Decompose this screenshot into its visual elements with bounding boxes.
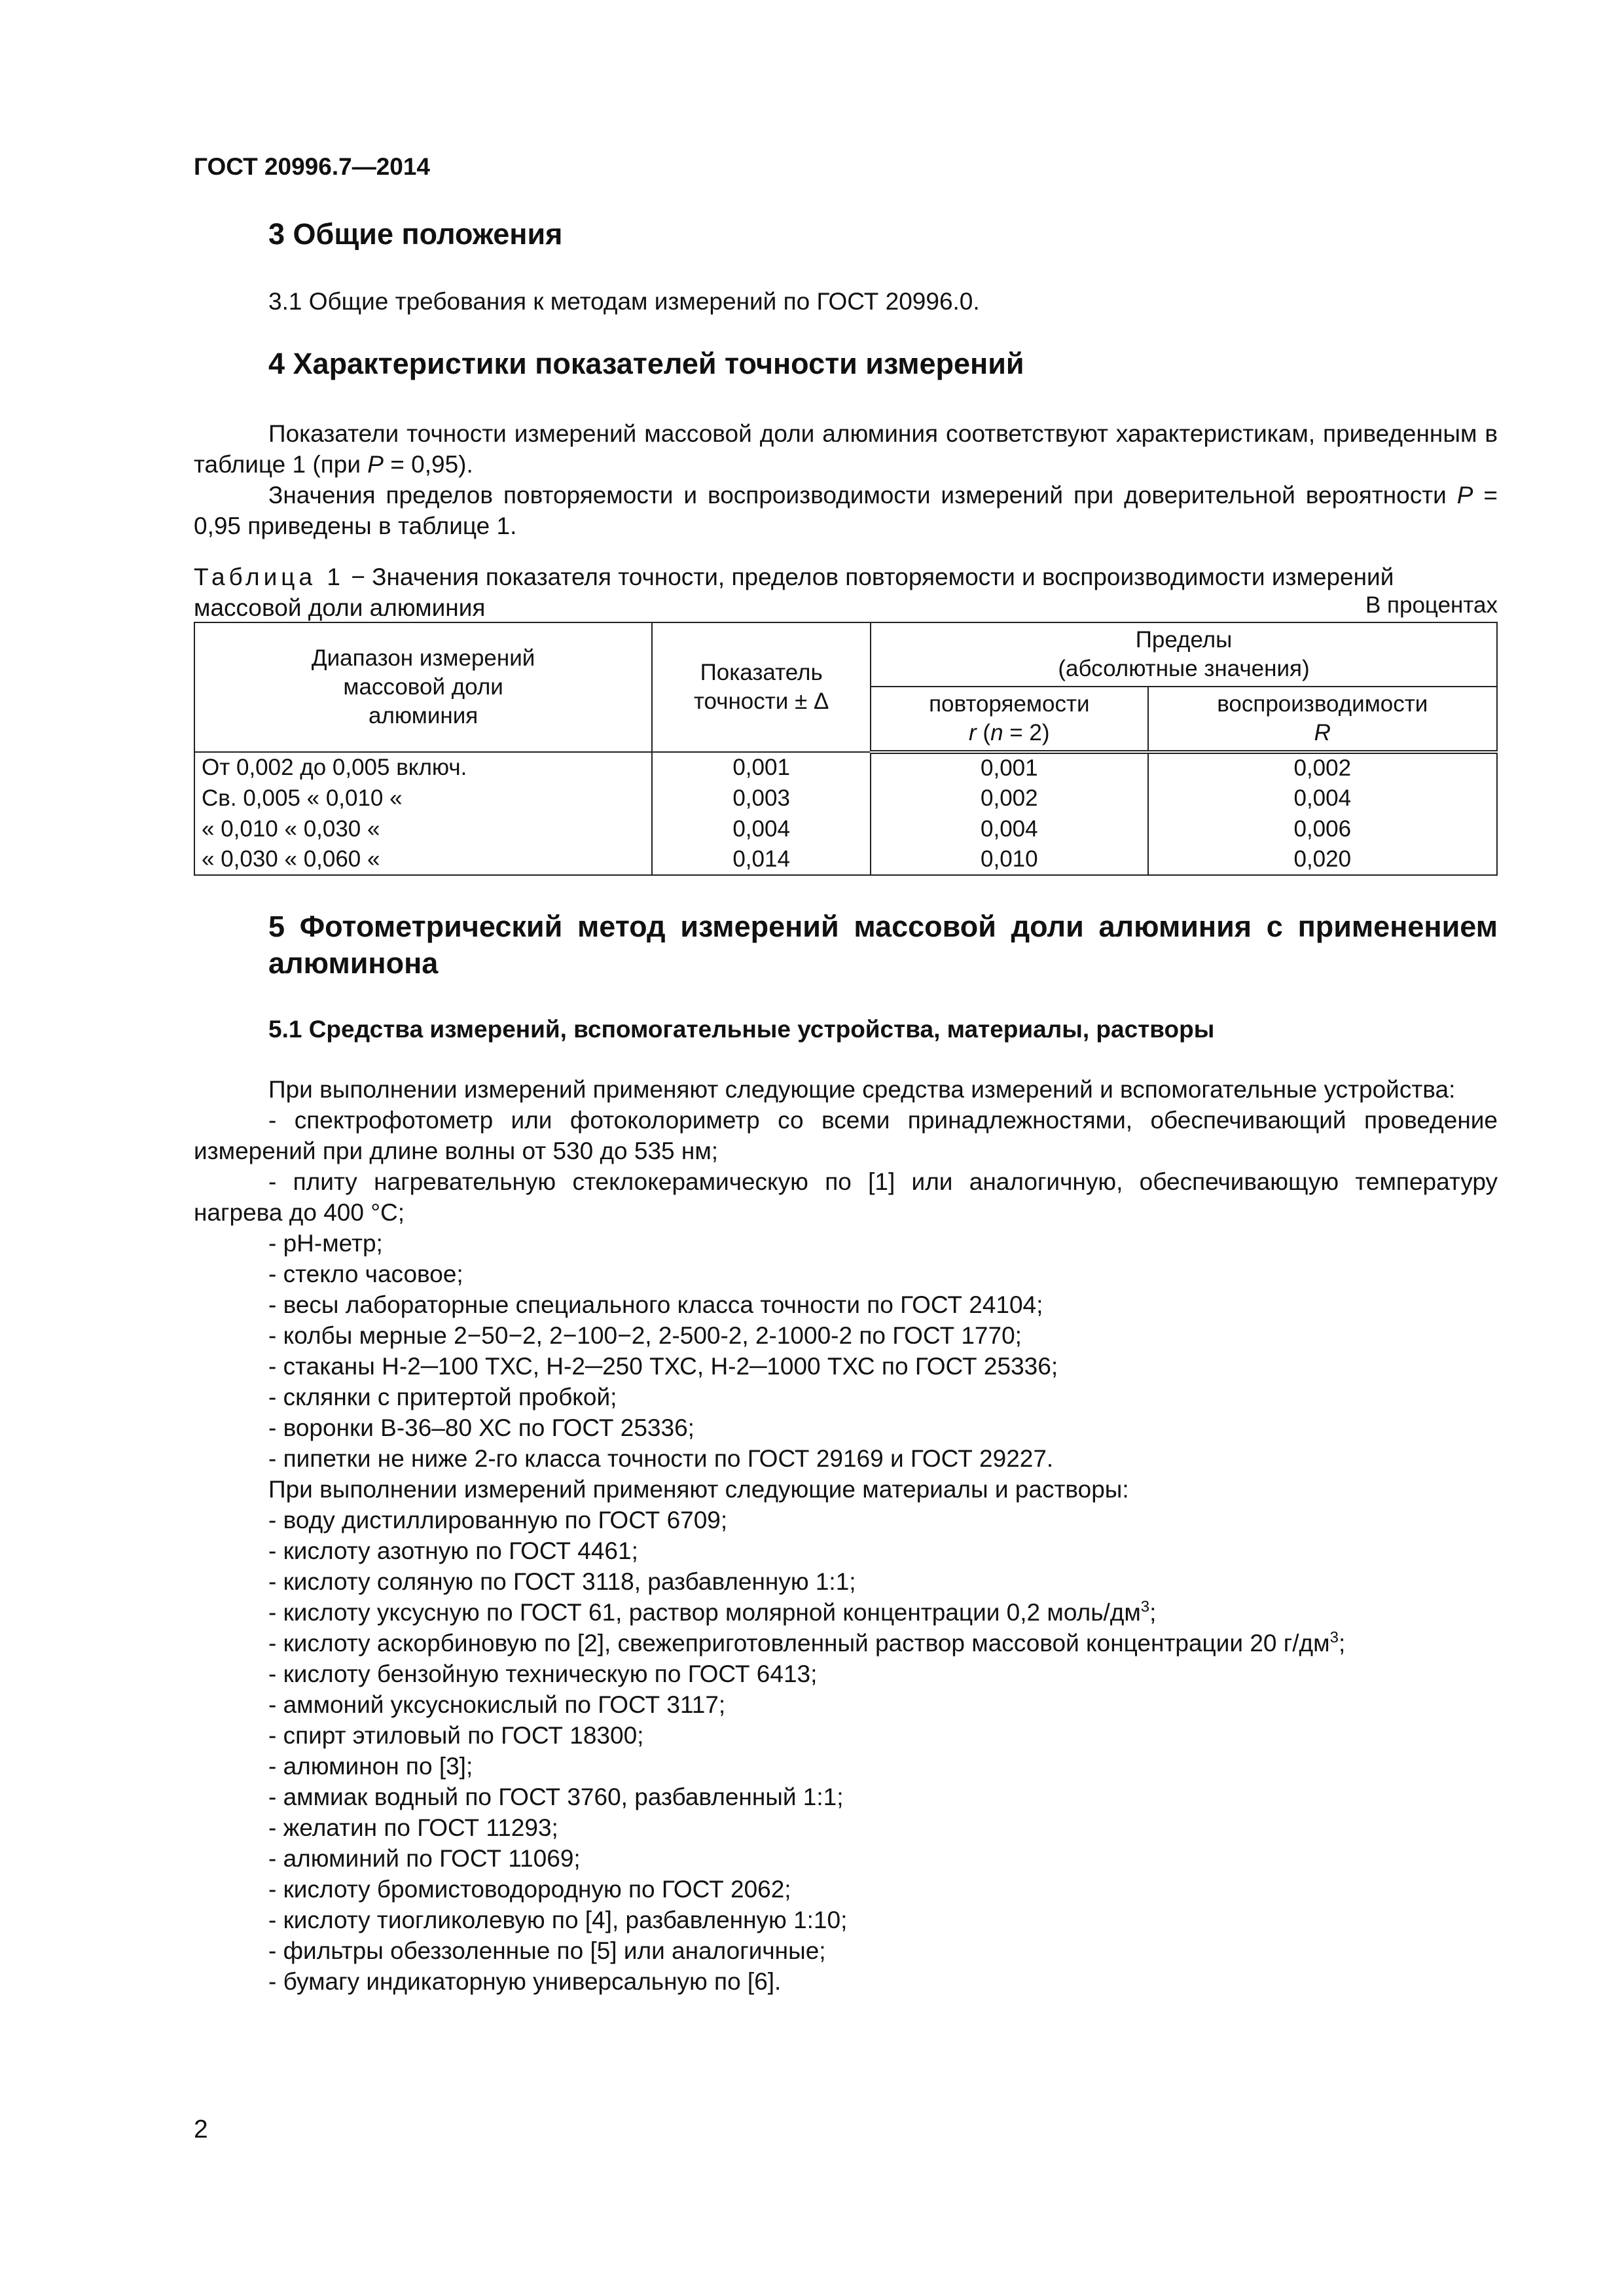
list-item: - пипетки не ниже 2-го класса точности по ГОСТ 29169 и ГОСТ 29227. (268, 1445, 1054, 1472)
list-intro: При выполнении измерений применяют следующие средства измерений и вспомогательные устройства: (268, 1076, 1456, 1103)
table-row (194, 783, 1497, 814)
cell-reproducibility: 0,020 (1148, 844, 1497, 875)
list-item: - стекло часовое; (268, 1261, 463, 1287)
list-item: - колбы мерные 2−50−2, 2−100−2, 2-500-2, 2-1000-2 по ГОСТ 1770; (268, 1322, 1022, 1349)
cell-repeatability: 0,002 (871, 783, 1148, 814)
list-item: - кислоту бромистоводородную по ГОСТ 2062; (268, 1876, 791, 1903)
section-4-title: 4 Характеристики показателей точности измерений (268, 347, 1024, 380)
cell-range: Св. 0,005 « 0,010 « (194, 783, 652, 814)
section-4-paragraph-1: Показатели точности измерений массовой доли алюминия соответствуют характеристикам, приведенным в таблице 1 (при P = 0,95). (194, 420, 1498, 478)
cell-repeatability: 0,001 (871, 752, 1148, 783)
materials-intro: При выполнении измерений применяют следующие материалы и растворы: (268, 1476, 1129, 1503)
cell-reproducibility: 0,006 (1148, 814, 1497, 844)
header-reproducibility: воспроизводимости R (1148, 687, 1497, 752)
header-accuracy: Показатель точности ± Δ (652, 622, 871, 752)
section-4-paragraph-2: Значения пределов повторяемости и воспроизводимости измерений при доверительной вероятности P = 0,95 приведены в таблице 1. (194, 482, 1498, 539)
list-item: - весы лабораторные специального класса точности по ГОСТ 24104; (268, 1291, 1043, 1318)
list-item: - кислоту уксусную по ГОСТ 61, раствор молярной концентрации 0,2 моль/$дм^3$; (268, 1598, 1157, 1626)
list-item: - кислоту аскорбиновую по [2], свежеприготовленный раствор массовой концентрации 20 $г/дм^3$; (268, 1628, 1346, 1657)
list-item: - воронки В-36–80 ХС по ГОСТ 25336; (268, 1414, 695, 1441)
table-row (194, 814, 1497, 844)
list-item: - фильтры обеззоленные по [5] или аналогичные; (268, 1937, 826, 1964)
document-header: ГОСТ 20996.7—2014 (194, 153, 431, 180)
section-3-paragraph: 3.1 Общие требования к методам измерений по ГОСТ 20996.0. (268, 288, 980, 315)
table-caption: Таблица 1 − Значения показателя точности, пределов повторяемости и воспроизводимости измерений массовой доли алюминия (194, 564, 1394, 621)
accuracy-table (194, 622, 1498, 876)
list-item: - плиту нагревательную стеклокерамическую по [1] или аналогичную, обеспечивающую температуру нагрева до 400 °С; (194, 1168, 1498, 1226)
cell-range: « 0,010 « 0,030 « (194, 814, 652, 844)
cell-accuracy: 0,014 (652, 844, 871, 875)
list-item: - аммоний уксуснокислый по ГОСТ 3117; (268, 1691, 726, 1718)
section-5-title: 5 Фотометрический метод измерений массовой доли алюминия с применением алюминона (268, 910, 1498, 980)
list-item: - воду дистиллированную по ГОСТ 6709; (268, 1507, 728, 1534)
list-item: - спирт этиловый по ГОСТ 18300; (268, 1722, 644, 1749)
header-repeatability: повторяемости r (n = 2) (871, 687, 1148, 752)
list-item: - склянки с притертой пробкой; (268, 1384, 617, 1410)
list-item: - кислоту соляную по ГОСТ 3118, разбавленную 1:1; (268, 1568, 856, 1595)
list-item: - кислоту тиогликолевую по [4], разбавленную 1:10; (268, 1907, 848, 1933)
header-range: Диапазон измерений массовой доли алюминия (194, 622, 652, 752)
equipment-list (194, 1074, 1498, 1997)
table-row (194, 844, 1497, 875)
section-3-title: 3 Общие положения (268, 217, 563, 251)
list-item: - кислоту азотную по ГОСТ 4461; (268, 1537, 638, 1564)
list-item: - аммиак водный по ГОСТ 3760, разбавленный 1:1; (268, 1784, 844, 1810)
list-item: - алюминий по ГОСТ 11069; (268, 1845, 581, 1872)
list-item: - стаканы Н-2─100 ТХС, Н-2─250 ТХС, Н-2─1000 ТХС по ГОСТ 25336; (268, 1353, 1058, 1380)
list-item: - желатин по ГОСТ 11293; (268, 1814, 558, 1841)
list-item: - алюминон по [3]; (268, 1753, 473, 1780)
cell-range: От 0,002 до 0,005 включ. (194, 752, 652, 783)
cell-accuracy: 0,004 (652, 814, 871, 844)
list-item: - спектрофотометр или фотоколориметр со всеми принадлежностями, обеспечивающий проведение измерений при длине волны от 530 до 535 нм; (194, 1107, 1498, 1164)
cell-reproducibility: 0,004 (1148, 783, 1497, 814)
cell-repeatability: 0,010 (871, 844, 1148, 875)
list-item: - бумагу индикаторную универсальную по [6]. (268, 1968, 782, 1995)
section-5-1-title: 5.1 Средства измерений, вспомогательные устройства, материалы, растворы (268, 1016, 1215, 1043)
page-number: 2 (194, 2115, 208, 2144)
cell-accuracy: 0,003 (652, 783, 871, 814)
cell-accuracy: 0,001 (652, 752, 871, 783)
header-limits: Пределы (абсолютные значения) (871, 622, 1497, 687)
cell-repeatability: 0,004 (871, 814, 1148, 844)
table-row (194, 752, 1497, 783)
cell-reproducibility: 0,002 (1148, 752, 1497, 783)
cell-range: « 0,030 « 0,060 « (194, 844, 652, 875)
list-item: - рН-метр; (268, 1230, 383, 1257)
list-item: - кислоту бензойную техническую по ГОСТ 6413; (268, 1660, 818, 1687)
table-units: В процентах (1365, 592, 1498, 618)
